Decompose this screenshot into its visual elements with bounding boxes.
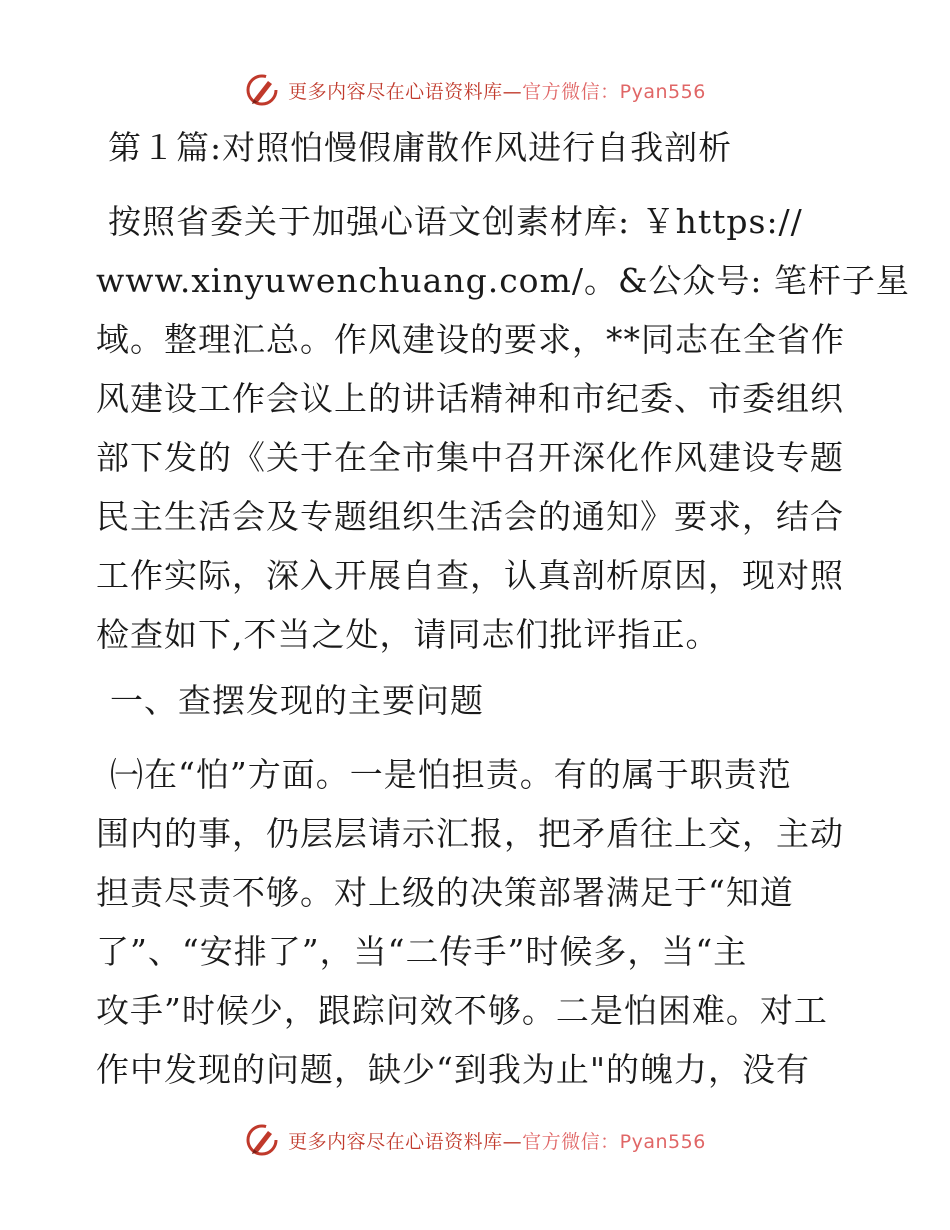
section-paragraph	[96, 745, 856, 1099]
banner-text	[288, 1127, 706, 1154]
paragraph-line: 围内的事，仍层层请示汇报，把矛盾往上交，主动	[96, 814, 844, 853]
paragraph-line: 了”、“安排了”，当“二传手”时候多，当“主	[96, 932, 748, 971]
paragraph-line: 攻手”时候少，跟踪问效不够。二是怕困难。对工	[96, 991, 828, 1030]
paragraph-line: www.xinyuwenchuang.com/。&公众号: 笔杆子星	[96, 261, 910, 300]
paragraph-line: 作中发现的问题，缺少“到我为止"的魄力，没有	[96, 1050, 811, 1089]
document-title: 第１篇:对照怕慢假庸散作风进行自我剖析	[108, 128, 733, 167]
paragraph-line: 检查如下,不当之处，请同志们批评指正。	[96, 615, 720, 654]
banner-slogan: 更多内容尽在心语资料库—	[288, 80, 523, 103]
pen-logo-icon	[244, 1122, 280, 1158]
paragraph-line: 按照省委关于加强心语文创素材库: ￥https://	[108, 202, 803, 241]
paragraph-line: 风建设工作会议上的讲话精神和市纪委、市委组织	[96, 379, 844, 418]
banner-wechat: 官方微信：Pyan556	[522, 80, 706, 103]
paragraph-line: 民主生活会及专题组织生活会的通知》要求，结合	[96, 497, 844, 536]
paragraph-line: 部下发的《关于在全市集中召开深化作风建设专题	[96, 438, 844, 477]
header-banner	[0, 70, 950, 110]
banner-slogan: 更多内容尽在心语资料库—	[288, 1130, 523, 1153]
section-heading: 一、查摆发现的主要问题	[110, 681, 484, 720]
paragraph-line: ㈠在“怕”方面。一是怕担责。有的属于职责范	[110, 755, 792, 794]
intro-paragraph	[96, 192, 910, 664]
paragraph-line: 域。整理汇总。作风建设的要求，**同志在全省作	[96, 320, 845, 359]
footer-banner	[0, 1120, 950, 1160]
paragraph-line: 担责尽责不够。对上级的决策部署满足于“知道	[96, 873, 794, 912]
pen-logo-icon	[244, 72, 280, 108]
banner-text	[288, 77, 706, 104]
banner-wechat: 官方微信：Pyan556	[522, 1130, 706, 1153]
paragraph-line: 工作实际，深入开展自查，认真剖析原因，现对照	[96, 556, 844, 595]
